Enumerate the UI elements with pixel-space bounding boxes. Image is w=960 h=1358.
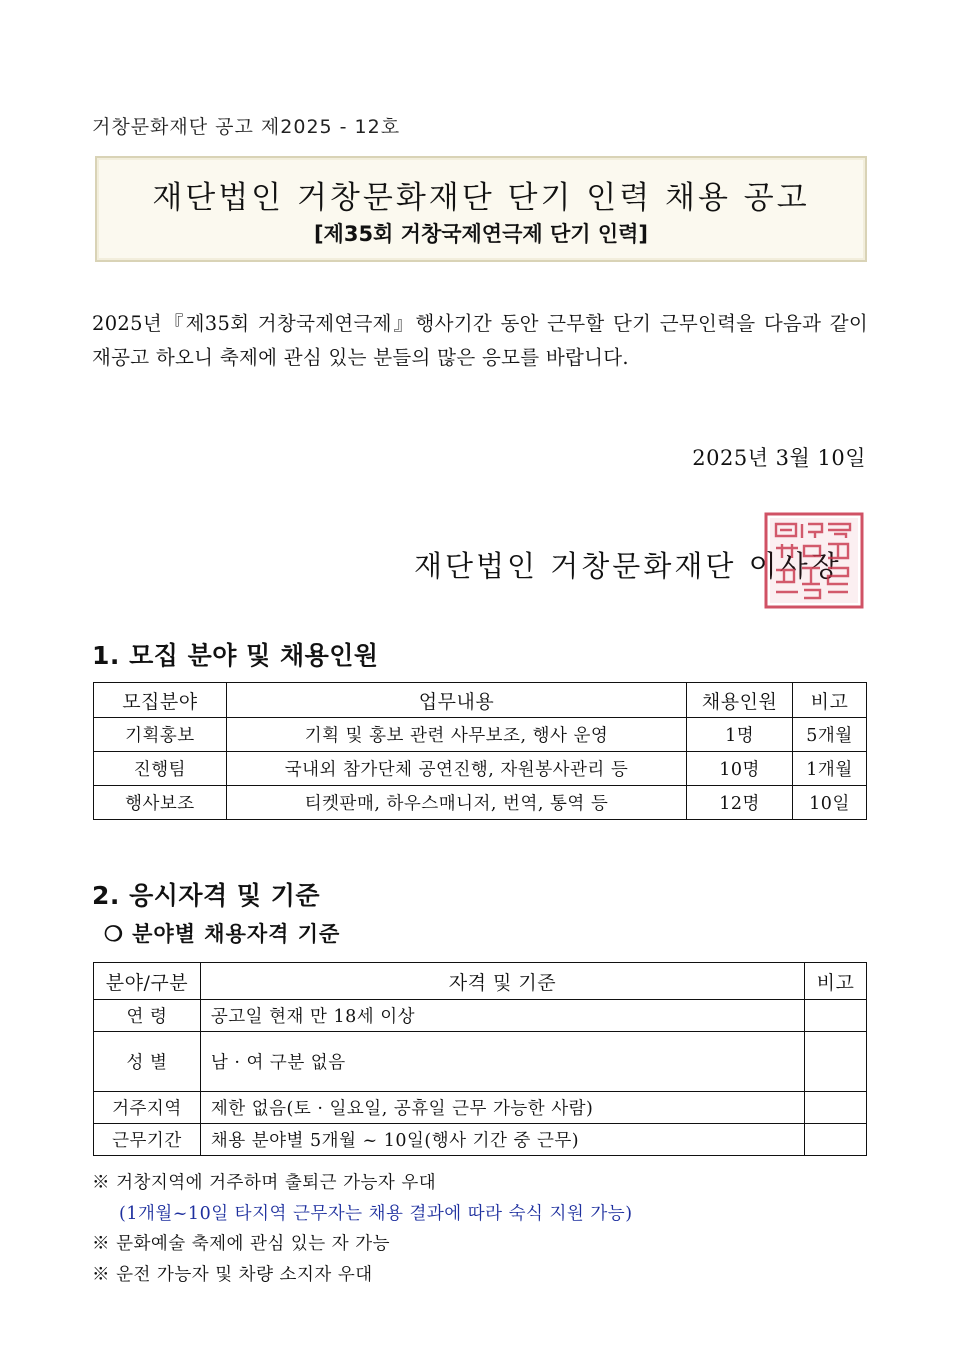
- document-title: 재단법인 거창문화재단 단기 인력 채용 공고: [152, 180, 810, 216]
- notice-number: 거창문화재단 공고 제2025 - 12호: [92, 116, 401, 138]
- cell-duty: 티켓판매, 하우스매니저, 번역, 통역 등: [226, 786, 686, 820]
- cell-field: 기획홍보: [94, 718, 227, 752]
- cell-field: 진행팀: [94, 752, 227, 786]
- table-row: [94, 752, 867, 786]
- header-category: 분야/구분: [94, 963, 201, 1000]
- cell-remarks: 5개월: [793, 718, 867, 752]
- cell-remarks: [805, 1000, 867, 1032]
- official-seal-icon: [764, 512, 864, 609]
- note-item: ※ 문화예술 축제에 관심 있는 자 가능: [92, 1234, 391, 1254]
- notice-date: 2025년 3월 10일: [692, 446, 866, 470]
- cell-category: 근무기간: [94, 1124, 201, 1156]
- section2-heading: 2. 응시자격 및 기준: [92, 881, 321, 910]
- cell-category: 거주지역: [94, 1092, 201, 1124]
- cell-remarks: 10일: [793, 786, 867, 820]
- cell-headcount: 10명: [687, 752, 793, 786]
- cell-duty: 기획 및 홍보 관련 사무보조, 행사 운영: [226, 718, 686, 752]
- cell-field: 행사보조: [94, 786, 227, 820]
- section2-subheading: ❍ 분야별 채용자격 기준: [104, 921, 341, 946]
- note-item-highlight: (1개월~10일 타지역 근무자는 채용 결과에 따라 숙식 지원 가능): [119, 1203, 633, 1224]
- table-row: [94, 1124, 867, 1156]
- cell-criteria: 남 · 여 구분 없음: [200, 1032, 804, 1092]
- signer-org: 재단법인 거창문화재단: [414, 549, 737, 583]
- notes-list: [92, 1168, 633, 1290]
- title-box: [95, 156, 867, 262]
- header-remarks: 비고: [793, 683, 867, 718]
- cell-criteria: 채용 분야별 5개월 ~ 10일(행사 기간 중 근무): [200, 1124, 804, 1156]
- cell-headcount: 12명: [687, 786, 793, 820]
- cell-duty: 국내외 참가단체 공연진행, 자원봉사관리 등: [226, 752, 686, 786]
- cell-headcount: 1명: [687, 718, 793, 752]
- header-headcount: 채용인원: [687, 683, 793, 718]
- cell-remarks: [805, 1032, 867, 1092]
- recruitment-table: [93, 682, 867, 820]
- table-row: [94, 1092, 867, 1124]
- cell-criteria: 제한 없음(토 · 일요일, 공휴일 근무 가능한 사람): [200, 1092, 804, 1124]
- qualification-table: [93, 962, 867, 1156]
- intro-paragraph: 2025년『제35회 거창국제연극제』행사기간 동안 근무할 단기 근무인력을 다음과 같이 재공고 하오니 축제에 관심 있는 분들의 많은 응모를 바랍니다.: [92, 312, 868, 369]
- table-row: [94, 1032, 867, 1092]
- table-row: [94, 786, 867, 820]
- cell-criteria: 공고일 현재 만 18세 이상: [200, 1000, 804, 1032]
- cell-remarks: [805, 1124, 867, 1156]
- note-item: ※ 운전 가능자 및 차량 소지자 우대: [92, 1264, 373, 1285]
- table-row: [94, 1000, 867, 1032]
- header-field: 모집분야: [94, 683, 227, 718]
- cell-category: 연 령: [94, 1000, 201, 1032]
- header-criteria: 자격 및 기준: [200, 963, 804, 1000]
- cell-remarks: [805, 1092, 867, 1124]
- table-row: [94, 718, 867, 752]
- header-duty: 업무내용: [226, 683, 686, 718]
- signer-title: 이사장: [748, 549, 842, 583]
- table-header-row: [94, 963, 867, 1000]
- section1-heading: 1. 모집 분야 및 채용인원: [92, 641, 379, 670]
- cell-remarks: 1개월: [793, 752, 867, 786]
- note-item: ※ 거창지역에 거주하며 출퇴근 가능자 우대: [92, 1173, 437, 1193]
- document-subtitle: [제35회 거창국제연극제 단기 인력]: [313, 222, 649, 246]
- cell-category: 성 별: [94, 1032, 201, 1092]
- header-remarks: 비고: [805, 963, 867, 1000]
- table-header-row: [94, 683, 867, 718]
